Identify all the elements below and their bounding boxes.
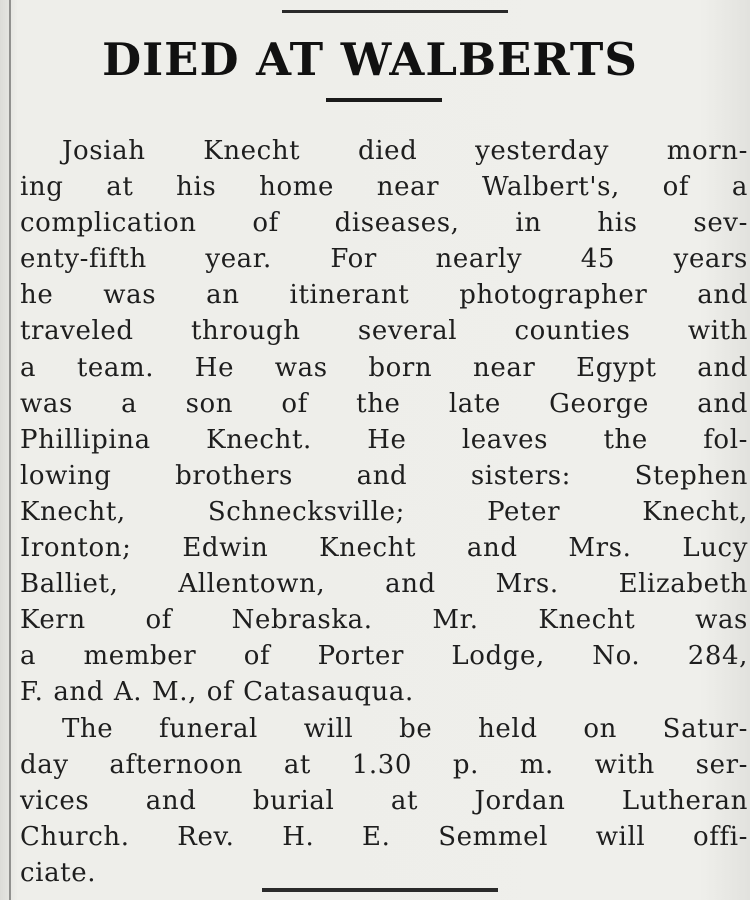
text-line: The funeral will be held on Satur- <box>62 713 748 744</box>
text-line: F. and A. M., of Catasauqua. <box>20 677 414 708</box>
column-rule <box>9 0 11 900</box>
text-line: Josiah Knecht died yesterday morn- <box>62 136 748 166</box>
headline: DIED AT WALBERTS <box>102 33 638 86</box>
text-line: Phillipina Knecht. He leaves the fol- <box>20 424 748 455</box>
text-line: traveled through several counties with <box>20 316 748 347</box>
text-line: Kern of Nebraska. Mr. Knecht was <box>20 605 748 636</box>
text-line: was a son of the late George and <box>20 388 748 419</box>
text-line: a member of Porter Lodge, No. 284, <box>20 641 748 672</box>
text-line: enty-fifth year. For nearly 45 years <box>20 244 748 275</box>
text-line: ing at his home near Walbert's, of a <box>20 172 748 203</box>
text-line: Ironton; Edwin Knecht and Mrs. Lucy <box>20 533 748 564</box>
text-line: Church. Rev. H. E. Semmel will offi- <box>20 821 748 852</box>
article-body <box>20 133 748 891</box>
text-line: a team. He was born near Egypt and <box>20 352 748 383</box>
top-divider <box>282 10 508 13</box>
text-line: day afternoon at 1.30 p. m. with ser- <box>20 749 748 780</box>
text-line: complication of diseases, in his sev- <box>20 208 748 239</box>
text-line: he was an itinerant photographer and <box>20 280 748 311</box>
headline-underline <box>326 98 442 102</box>
bottom-divider <box>262 888 498 892</box>
text-line: ciate. <box>20 857 97 888</box>
text-line: vices and burial at Jordan Lutheran <box>20 785 748 816</box>
text-line: Balliet, Allentown, and Mrs. Elizabeth <box>20 569 748 600</box>
text-line: Knecht, Schnecksville; Peter Knecht, <box>20 496 748 527</box>
text-line: lowing brothers and sisters: Stephen <box>20 460 748 491</box>
